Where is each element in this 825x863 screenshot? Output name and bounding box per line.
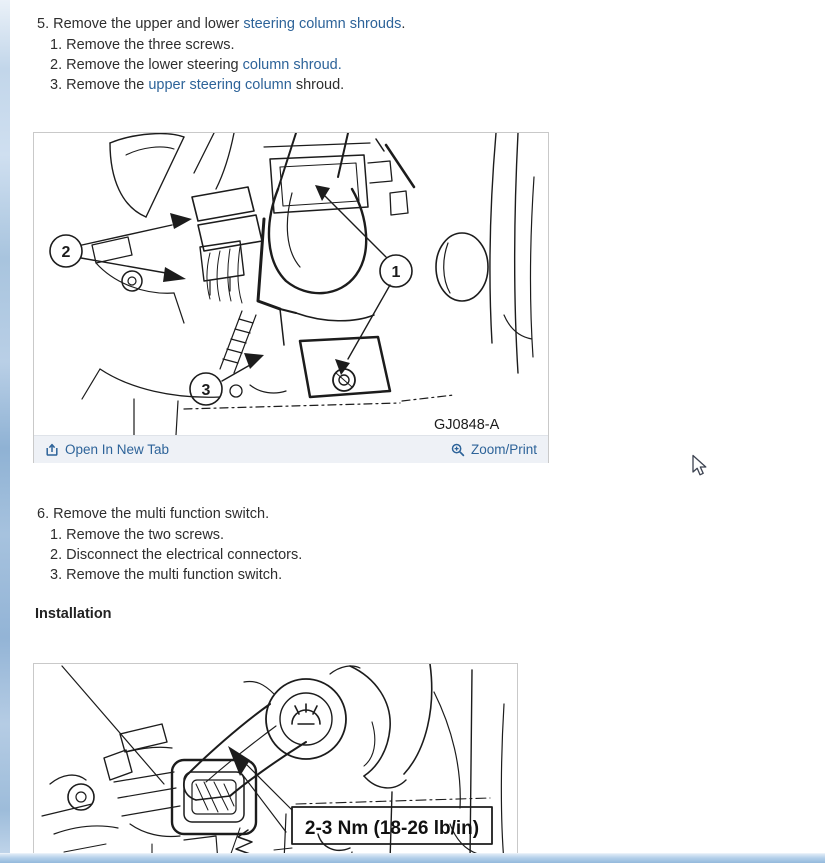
step-5-sub-1: [50, 36, 235, 55]
open-in-new-tab-icon: [45, 443, 59, 457]
step-6-text: 6. Remove the multi function switch.: [37, 506, 270, 522]
step-6-sub-1-text: 1. Remove the two screws.: [50, 527, 225, 543]
background-line: [62, 666, 164, 784]
step-5-line: [37, 15, 405, 34]
open-in-new-tab-label: Open In New Tab: [65, 442, 170, 457]
window-left-edge: [0, 0, 10, 862]
steering-column-diagram: [34, 133, 548, 435]
right-panel-sketch: [436, 133, 534, 373]
callout-3: [190, 353, 264, 405]
link-upper-steering-column[interactable]: upper steering column: [148, 77, 292, 93]
figure-steering-column-shrouds: [33, 132, 549, 463]
link-column-shroud[interactable]: column shroud.: [242, 57, 342, 73]
step-5-period: .: [401, 16, 406, 32]
installation-heading: Installation: [35, 606, 112, 622]
open-in-new-tab-link[interactable]: [45, 442, 169, 457]
step-5-sub-3-text: 3. Remove the: [50, 77, 149, 93]
step-6-sub-1: [50, 526, 224, 545]
wiper-icon: [292, 704, 320, 724]
zoom-print-link[interactable]: [451, 442, 537, 457]
zoom-print-label: Zoom/Print: [470, 442, 537, 457]
figure1-image: [34, 133, 548, 435]
torque-label: 2-3 Nm (18-26 lb/in): [304, 818, 480, 839]
step-6-sub-3-text: 3. Remove the multi function switch.: [50, 567, 283, 583]
knob-sketch: [266, 679, 346, 759]
shroud-housing-sketch: [184, 139, 454, 409]
multi-function-switch-diagram: [34, 664, 517, 862]
callout-1-number: 1: [391, 264, 401, 281]
mouse-cursor-icon: [691, 454, 709, 478]
step-5-sub-3-tail: shroud.: [291, 77, 345, 93]
step-6-sub-3: [50, 566, 282, 585]
step-5-sub-1-text: 1. Remove the three screws.: [50, 37, 235, 53]
step-5-text: 5. Remove the upper and lower: [37, 16, 244, 32]
step-6-sub-2: [50, 546, 302, 565]
lower-screw-sketch: [333, 369, 355, 391]
bracket-sketch: [82, 237, 286, 435]
step-5-sub-2-text: 2. Remove the lower steering: [50, 57, 243, 73]
step-5-sub-3: [50, 76, 344, 95]
callout-3-number: 3: [201, 382, 211, 399]
stalk-sketch: [184, 682, 306, 801]
switch-body-sketch: [42, 724, 256, 862]
connector-blocks-sketch: [192, 187, 262, 303]
step-6-sub-2-text: 2. Disconnect the electrical connectors.: [50, 547, 303, 563]
figure1-code-label: GJ0848-A: [434, 417, 500, 433]
step-5-sub-2: [50, 56, 342, 75]
step-6-line: [37, 505, 269, 524]
callout-2-number: 2: [61, 244, 71, 261]
link-steering-column-shrouds[interactable]: steering column shrouds: [243, 16, 402, 32]
upper-left-cover-sketch: [110, 134, 184, 217]
figure1-toolbar: [34, 435, 548, 463]
callout-2: [50, 213, 192, 282]
zoom-in-icon: [451, 443, 465, 457]
torque-callout: [228, 746, 492, 850]
figure-multi-function-switch: [33, 663, 518, 862]
figure2-image: [34, 664, 517, 862]
